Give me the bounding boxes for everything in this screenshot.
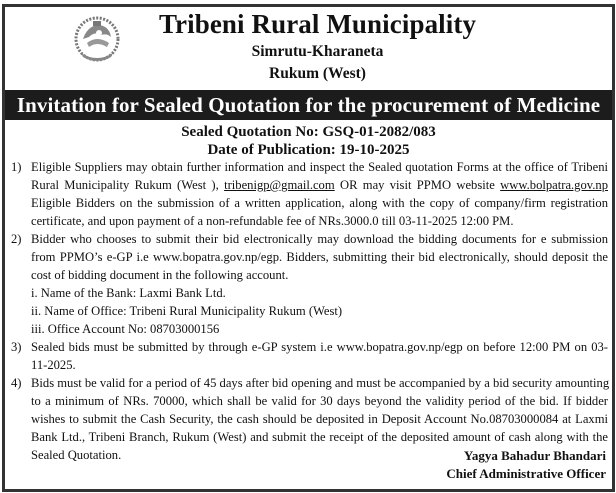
item-line: Bank Ltd., Tribeni Branch, Rukum (West) and submit the receipt of the deposited amount of cash along with the — [31, 430, 608, 444]
notice-item-3 — [11, 338, 608, 374]
item-number: 4) — [11, 376, 22, 390]
item-line: to a minimum of NRs. 70000, which shall be valid for 30 days beyond the validity period of the bid. If bidder — [31, 394, 608, 408]
municipality-title: Tribeni Rural Municipality — [158, 9, 477, 39]
item-line: Sealed bids must be submitted by through e-GP system i.e www.bopatra.gov.np/egp on before 12:00 PM on 03- — [31, 340, 608, 354]
office-account-no: iii. Office Account No: 08703000156 — [31, 322, 220, 336]
item-number: 3) — [11, 340, 22, 354]
item-line: cost of bidding document in the following account. — [31, 268, 289, 282]
notice-body — [11, 158, 608, 464]
email-link[interactable]: tribenigp@gmail.com — [224, 178, 335, 192]
item-line: certificate, and upon payment of a non-refundable fee of NRs.3000.0 till 03-11-2025 12:00 PM. — [31, 214, 514, 228]
notice-item-2 — [11, 230, 608, 338]
item-number: 2) — [11, 232, 22, 246]
publication-date: Date of Publication: 19-10-2025 — [207, 142, 410, 158]
notice-header — [5, 7, 612, 87]
notice-frame — [2, 4, 615, 492]
signatory-name: Yagya Bahadur Bhandari — [463, 448, 606, 463]
item-line: Bidder who chooses to submit their bid electronically may download the bidding documents for e submission — [31, 232, 608, 246]
notice-item-1 — [11, 158, 608, 230]
bank-name: i. Name of the Bank: Laxmi Bank Ltd. — [31, 286, 226, 300]
item-line: Eligible Bidders on the submission of a written application, along with the copy of company/firm registration — [31, 196, 608, 210]
signatory-designation: Chief Administrative Officer — [446, 466, 606, 481]
item-text: OR may visit PPMO website — [339, 178, 495, 192]
item-text: Rural Municipality Rukum (West ), — [31, 178, 219, 192]
quotation-number: Sealed Quotation No: GSQ-01-2082/083 — [181, 124, 436, 140]
signature-block — [446, 447, 606, 483]
item-line: Bids must be valid for a period of 45 days after bid opening and must be accompanied by a bid security amounting — [31, 376, 610, 390]
item-number: 1) — [11, 160, 22, 174]
item-line-with-links — [31, 176, 608, 194]
office-name: ii. Name of Office: Tribeni Rural Municipality Rukum (West) — [31, 304, 343, 318]
municipality-district: Rukum (West) — [269, 65, 366, 82]
item-line: 11-2025. — [31, 358, 76, 372]
website-link[interactable]: www.bolpatra.gov.np — [500, 178, 608, 192]
municipality-location: Simrutu-Kharaneta — [251, 43, 384, 60]
item-line: from PPMO’s e-GP i.e www.bopatra.gov.np/egp. Bidders, submitting their bid electronically, should deposit the — [31, 250, 608, 264]
item-line: wishes to submit the Cash Security, the cash should be deposited in Deposit Account No.08703000084 at Laxmi — [31, 412, 608, 426]
notice-banner: Invitation for Sealed Quotation for the procurement of Medicine — [5, 90, 612, 120]
item-line: Sealed Quotation. — [31, 448, 122, 462]
item-line: Eligible Suppliers may obtain further information and inspect the Sealed quotation Forms at the office of Tribeni — [31, 160, 608, 174]
